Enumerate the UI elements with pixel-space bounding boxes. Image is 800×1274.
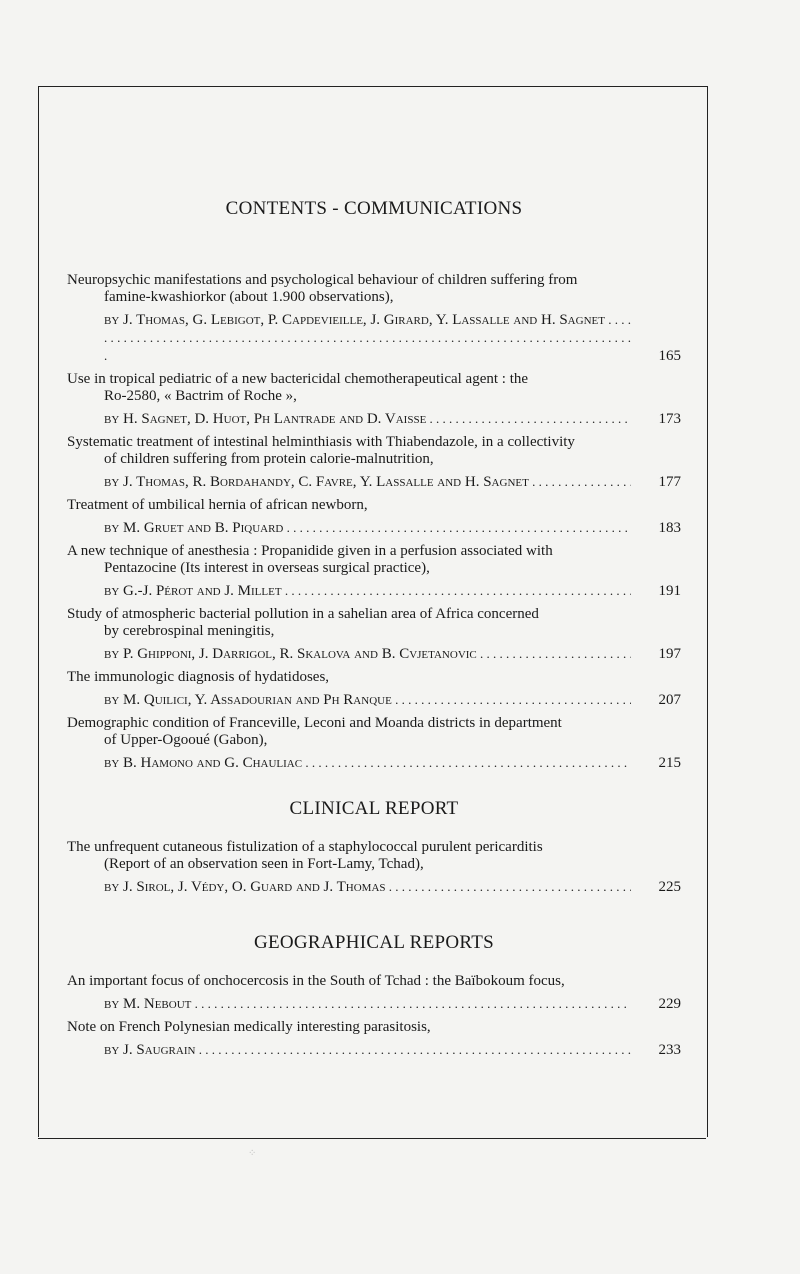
entry-byline [67, 473, 681, 491]
entry-page-number: 191 [658, 583, 681, 599]
toc-entry [67, 715, 681, 772]
entry-title-line: Study of atmospheric bacterial pollution in a sahelian area of Africa concerned [67, 606, 539, 622]
entry-page-number: 197 [658, 646, 681, 662]
entry-authors-text: by P. Ghipponi, J. Darrigol, R. Skalova and B. Cvjetanovic [104, 646, 477, 662]
entry-byline [67, 691, 681, 709]
entry-authors-text: by M. Gruet and B. Piquard [104, 520, 284, 536]
heading-communications: CONTENTS - COMMUNICATIONS [225, 198, 523, 219]
entry-title-line: Systematic treatment of intestinal helminthiasis with Thiabendazole, in a collectivity [67, 434, 575, 450]
entry-authors-text: by B. Hamono and G. Chauliac [104, 755, 303, 771]
entry-byline [67, 645, 681, 663]
entry-authors-text: by H. Sagnet, D. Huot, Ph Lantrade and D. Vaisse [104, 411, 427, 427]
entry-title-continuation: Pentazocine (Its interest in overseas surgical practice), [104, 560, 430, 576]
dot-leader [426, 411, 631, 427]
geographical-section [67, 973, 681, 1059]
bottom-rule [38, 1138, 706, 1139]
entry-authors-text: by G.-J. Pérot and J. Millet [104, 583, 282, 599]
entry-authors [104, 519, 631, 537]
entry-authors [104, 878, 631, 896]
entry-title-line: Demographic condition of Franceville, Leconi and Moanda districts in department [67, 715, 562, 731]
entry-byline [67, 995, 681, 1013]
entry-title-continuation: of Upper-Ogooué (Gabon), [104, 732, 268, 748]
entry-byline [67, 519, 681, 537]
entry-title [67, 272, 681, 306]
dot-leader [529, 474, 631, 490]
entry-page-number: 183 [658, 520, 681, 536]
entry-authors-text: by M. Nebout [104, 996, 192, 1012]
entry-title [67, 669, 681, 686]
entry-page-number: 229 [658, 996, 681, 1012]
toc-entry [67, 1019, 681, 1059]
dot-leader [386, 879, 631, 895]
contents-page [67, 200, 681, 1065]
entry-byline [67, 878, 681, 896]
entry-title [67, 543, 681, 577]
dot-leader [282, 583, 631, 599]
scan-smudge: ⁘ [248, 1148, 257, 1159]
entry-title-continuation: (Report of an observation seen in Fort-Lamy, Tchad), [104, 856, 424, 872]
entry-title-continuation: of children suffering from protein calorie-malnutrition, [104, 451, 434, 467]
toc-entry [67, 669, 681, 709]
entry-title-line: Treatment of umbilical hernia of african newborn, [67, 497, 368, 513]
toc-entry [67, 434, 681, 491]
dot-leader [477, 646, 631, 662]
entry-authors [104, 995, 631, 1013]
entry-byline [67, 311, 681, 365]
entry-title-line: The unfrequent cutaneous fistulization of a staphylococcal purulent pericarditis [67, 839, 543, 855]
toc-entry [67, 543, 681, 600]
entry-title-line: A new technique of anesthesia : Propanidide given in a perfusion associated with [67, 543, 553, 559]
entry-byline [67, 582, 681, 600]
dot-leader [392, 692, 631, 708]
entry-title [67, 973, 681, 990]
entry-title [67, 839, 681, 873]
entry-byline [67, 754, 681, 772]
entry-title-continuation: Ro-2580, « Bactrim of Roche », [104, 388, 297, 404]
entry-title-line: Use in tropical pediatric of a new bactericidal chemotherapeutical agent : the [67, 371, 529, 387]
entry-authors-text: by J. Saugrain [104, 1042, 196, 1058]
entry-page-number: 215 [658, 755, 681, 771]
entry-page-number: 165 [658, 348, 681, 364]
clinical-section [67, 839, 681, 896]
entry-byline [67, 410, 681, 428]
entry-title-line: An important focus of onchocercosis in the South of Tchad : the Baïbokoum focus, [67, 973, 565, 989]
heading-clinical-report: CLINICAL REPORT [289, 798, 459, 819]
entry-page-number: 173 [658, 411, 681, 427]
entry-title-line: Note on French Polynesian medically interesting parasitosis, [67, 1019, 431, 1035]
toc-entry [67, 497, 681, 537]
entry-page-number: 177 [658, 474, 681, 490]
entry-authors [104, 311, 631, 365]
toc-entry [67, 973, 681, 1013]
entry-authors-text: by M. Quilici, Y. Assadourian and Ph Ranque [104, 692, 392, 708]
entry-title-continuation: by cerebrospinal meningitis, [104, 623, 275, 639]
entry-title [67, 434, 681, 468]
entry-title-line: The immunologic diagnosis of hydatidoses, [67, 669, 330, 685]
entry-authors [104, 691, 631, 709]
dot-leader [283, 520, 631, 536]
entry-title [67, 497, 681, 514]
entry-page-number: 233 [658, 1042, 681, 1058]
entry-authors [104, 582, 631, 600]
entry-byline [67, 1041, 681, 1059]
entry-authors [104, 410, 631, 428]
heading-geographical-reports: GEOGRAPHICAL REPORTS [253, 932, 495, 953]
dot-leader [302, 755, 631, 771]
entry-authors [104, 473, 631, 491]
entry-title [67, 606, 681, 640]
entry-authors-text: by J. Thomas, G. Lebigot, P. Capdevieille, J. Girard, Y. Lassalle and H. Sagnet [104, 312, 605, 328]
dot-leader [191, 996, 631, 1012]
entry-title-line: Neuropsychic manifestations and psychological behaviour of children suffering from [67, 272, 578, 288]
toc-entry [67, 371, 681, 428]
entry-page-number: 225 [658, 879, 681, 895]
dot-leader [195, 1042, 631, 1058]
toc-entry [67, 839, 681, 896]
entry-page-number: 207 [658, 692, 681, 708]
entry-authors [104, 1041, 631, 1059]
entry-title-continuation: famine-kwashiorkor (about 1.900 observations), [104, 289, 394, 305]
entry-title [67, 715, 681, 749]
communications-section [67, 272, 681, 772]
entry-authors [104, 754, 631, 772]
entry-authors [104, 645, 631, 663]
entry-authors-text: by J. Sirol, J. Védy, O. Guard and J. Thomas [104, 879, 386, 895]
toc-entry [67, 606, 681, 663]
entry-title [67, 371, 681, 405]
entry-authors-text: by J. Thomas, R. Bordahandy, C. Favre, Y. Lassalle and H. Sagnet [104, 474, 529, 490]
entry-title [67, 1019, 681, 1036]
toc-entry [67, 272, 681, 365]
